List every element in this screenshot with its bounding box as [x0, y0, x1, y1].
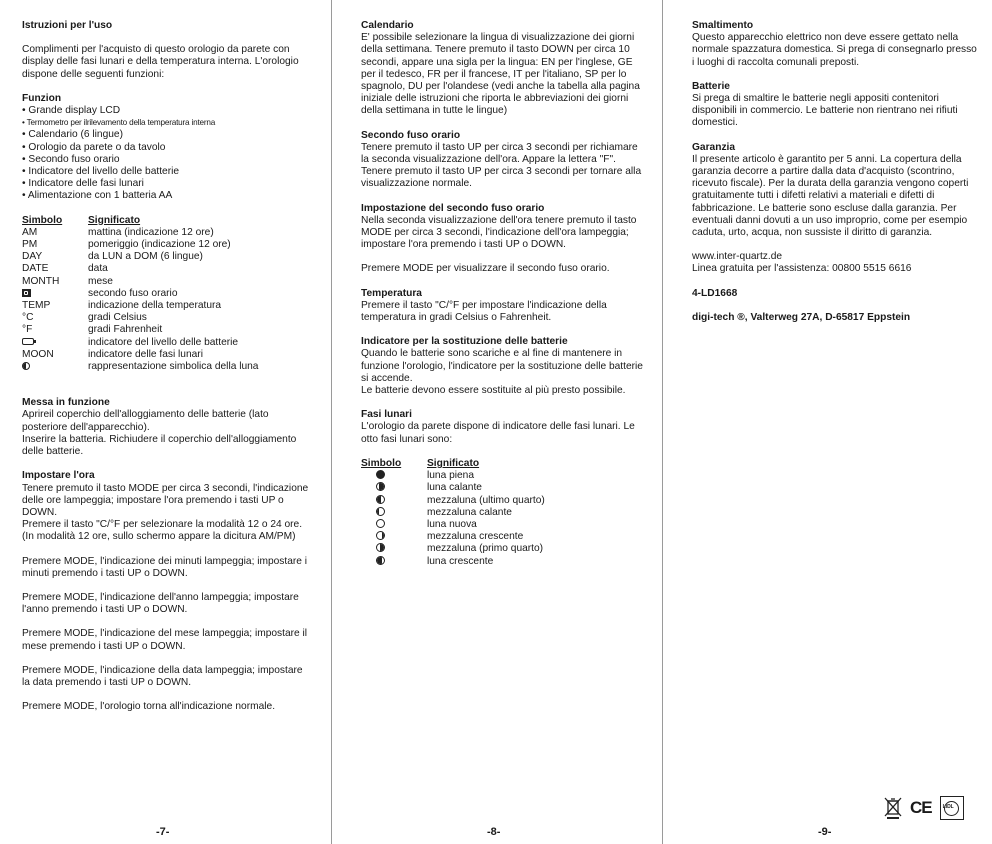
meaning-cell: mese	[88, 275, 113, 287]
meaning-cell: gradi Fahrenheit	[88, 324, 163, 336]
battery-icon	[22, 338, 34, 345]
column-divider	[662, 0, 663, 844]
warranty-heading: Garanzia	[692, 141, 736, 153]
symbol-cell	[22, 288, 88, 300]
page-number: -9-	[818, 826, 832, 838]
disposal-heading: Smaltimento	[692, 20, 754, 31]
symbol-cell	[22, 337, 88, 349]
symbol-cell: MOON	[22, 348, 54, 360]
normal-mode-paragraph: Premere MODE, l'orologio torna all'indicazione normale.	[22, 701, 276, 713]
model-number: 4-LD1668	[692, 287, 738, 299]
symbol-cell: DATE	[22, 263, 49, 275]
meaning-cell: secondo fuso orario	[88, 287, 178, 299]
page-9-column	[692, 20, 977, 324]
full-moon-icon	[376, 470, 385, 479]
moon-phases-table	[361, 458, 646, 568]
moon-table-header	[361, 458, 646, 470]
functions-list	[22, 105, 312, 203]
meaning-cell: pomeriggio (indicazione 12 ore)	[88, 239, 231, 251]
function-item: • Alimentazione con 1 batteria AA	[22, 190, 173, 202]
moon-phases-text: L'orologio da parete dispone di indicatore delle fasi lunari. Le otto fasi lunari sono:	[361, 421, 635, 445]
set-time-heading: Impostare l'ora	[22, 470, 95, 482]
table-row	[361, 531, 646, 543]
symbol-cell: TEMP	[22, 300, 51, 312]
disposal-text: Questo apparecchio elettrico non deve essere gettato nella normale spazzatura domestica. Si prega di consegnarlo presso i luoghi di raccolta comunali preposti.	[692, 32, 977, 68]
symbol-cell: AM	[22, 226, 38, 238]
meaning-cell: luna calante	[427, 482, 482, 494]
functions-heading: Funzion	[22, 92, 62, 104]
calendar-text: E' possibile selezionare la lingua di visualizzazione dei giorni della settimana. Tenere premuto il tasto DOWN per circa 10 secondi, appare una sigla per la lingua: EN per l'inglese, GE per il tedesco, FR per il francese, IT per l'italiano, SP per lo spagnolo, DU per l'olandese (vedi anche la tabella alla pagina iniziale delle istruzioni che riporta le abbreviazioni dei giorni della settimana in tutte le lingue)	[361, 32, 640, 117]
set-second-timezone-text: Nella seconda visualizzazione dell'ora tenere premuto il tasto MODE per circa 3 secondi, l'indicazione dell'ora lampeggia; impostare l'ora premendo i tasti UP o DOWN.	[361, 214, 637, 251]
second-timezone-text: Tenere premuto il tasto UP per circa 3 secondi per richiamare la seconda visualizzazione dell'ora. Appare la lettera "F". Tenere premuto il tasto UP per circa 3 secondi per tornare alla visualizzazione normale.	[361, 141, 642, 190]
second-time-zone-icon	[22, 289, 31, 297]
table-row	[22, 276, 312, 288]
page-8-column	[361, 20, 646, 568]
battery-indicator-text: Le batterie devono essere sostituite al più presto possibile.	[361, 385, 626, 397]
meaning-cell: luna crescente	[427, 555, 494, 567]
meaning-cell: mezzaluna (ultimo quarto)	[427, 494, 545, 506]
meaning-column-header: Significato	[88, 214, 141, 226]
function-item: • Indicatore del livello delle batterie	[22, 166, 180, 178]
setup-heading: Messa in funzione	[22, 397, 110, 409]
hotline-text: Linea gratuita per l'assistenza: 00800 5515 6616	[692, 263, 912, 275]
setup-text: Inserire la batteria. Richiudere il coperchio dell'alloggiamento delle batterie.	[22, 433, 297, 458]
set-second-timezone-heading: Impostazione del secondo fuso orario	[361, 202, 545, 214]
table-row	[22, 263, 312, 275]
month-paragraph: Premere MODE, l'indicazione del mese lampeggia; impostare il mese premendo i tasti UP o DOWN.	[22, 628, 308, 652]
symbols-table	[22, 215, 312, 374]
temperature-heading: Temperatura	[361, 287, 422, 299]
warranty-text: Il presente articolo è garantito per 5 anni. La copertura della garanzia decorre a partire dalla data d'acquisto (scontrino, ricevuto fiscale). Per la durata della garanzia vengono coperti gratuitamente tutti i difetti relativi a materiali e difetti di fabbricazione. Le batterie sono escluse dalla garanzia. Per eventuali danni dovuti a un uso improprio, come per esempio caduta, urto, acqua, non sussiste il diritto di garanzia.	[692, 153, 969, 239]
new-moon-icon	[376, 519, 385, 528]
year-paragraph: Premere MODE, l'indicazione dell'anno lampeggia; impostare l'anno premendo i tasti UP o DOWN.	[22, 591, 299, 616]
instructions-title: Istruzioni per l'uso	[22, 20, 113, 31]
meaning-column-header: Significato	[427, 457, 480, 469]
page-7-column	[22, 20, 312, 713]
function-item: • Secondo fuso orario	[22, 153, 120, 165]
function-item: • Orologio da parete o da tavolo	[22, 141, 166, 153]
table-row	[22, 312, 312, 324]
set-second-timezone-text: Premere MODE per visualizzare il secondo fuso orario.	[361, 263, 610, 275]
waning-gibbous-icon	[376, 482, 385, 491]
meaning-cell: luna nuova	[427, 518, 477, 530]
symbols-table-header	[22, 215, 312, 227]
set-time-text: Tenere premuto il tasto MODE per circa 3 secondi, l'indicazione delle ore lampeggia; impostare l'ora premendo i tasti UP o DOWN.	[22, 482, 309, 518]
function-item: • Termometro per ilrilevamento della temperatura interna	[22, 118, 216, 128]
second-timezone-heading: Secondo fuso orario	[361, 129, 461, 141]
symbol-column-header: Simbolo	[361, 457, 402, 469]
column-divider	[331, 0, 332, 844]
table-row	[361, 507, 646, 519]
table-row	[361, 495, 646, 507]
page-number: -7-	[156, 826, 170, 838]
symbol-cell: MONTH	[22, 275, 60, 287]
certification-logos	[884, 796, 964, 820]
table-row	[22, 337, 312, 349]
table-row	[22, 227, 312, 239]
table-row	[361, 519, 646, 531]
table-row	[361, 556, 646, 568]
setup-text: Aprireil coperchio dell'alloggiamento delle batterie (lato posteriore dell'apparecchio).	[22, 409, 269, 433]
temperature-text: Premere il tasto "C/°F per impostare l'indicazione della temperatura in gradi Celsius o Fahrenheit.	[361, 299, 607, 324]
intro-paragraph: Complimenti per l'acquisto di questo orologio da parete con display delle fasi lunari e della temperatura interna. L'orologio dispone delle seguenti funzioni:	[22, 44, 299, 80]
batteries-heading: Batterie	[692, 80, 730, 92]
function-item: • Grande display LCD	[22, 105, 121, 117]
batteries-text: Si prega di smaltire le batterie negli appositi contenitori disponibili in commercio. Le batterie non rientrano nei rifiuti domestici.	[692, 93, 958, 129]
symbol-cell: PM	[22, 239, 38, 251]
first-quarter-icon	[376, 543, 385, 552]
lidl-logo-icon: LIDL	[940, 796, 964, 820]
table-row	[22, 239, 312, 251]
waning-crescent-icon	[376, 507, 385, 516]
website-link[interactable]: www.inter-quartz.de	[692, 251, 783, 263]
meaning-cell: mezzaluna calante	[427, 506, 512, 518]
symbol-cell	[22, 361, 88, 373]
date-paragraph: Premere MODE, l'indicazione della data lampeggia; impostare la data premendo i tasti UP o DOWN.	[22, 664, 303, 688]
crossed-out-bin-icon	[884, 797, 902, 819]
set-time-text: (In modalità 12 ore, sullo schermo appare la dicitura AM/PM)	[22, 531, 296, 543]
last-quarter-icon	[376, 495, 385, 504]
table-row	[22, 288, 312, 300]
meaning-cell: rappresentazione simbolica della luna	[88, 361, 259, 373]
symbol-cell: DAY	[22, 251, 43, 263]
function-item: • Indicatore delle fasi lunari	[22, 178, 144, 190]
moon-phases-heading: Fasi lunari	[361, 409, 412, 421]
calendar-heading: Calendario	[361, 20, 414, 31]
minutes-paragraph: Premere MODE, l'indicazione dei minuti lampeggia; impostare i minuti premendo i tasti UP o DOWN.	[22, 555, 308, 579]
table-row	[361, 482, 646, 494]
meaning-cell: da LUN a DOM (6 lingue)	[88, 251, 203, 263]
company-address: digi-tech ®, Valterweg 27A, D-65817 Eppstein	[692, 311, 911, 323]
meaning-cell: mezzaluna crescente	[427, 531, 524, 543]
waxing-crescent-icon	[376, 531, 385, 540]
symbol-cell: °C	[22, 312, 34, 324]
moon-symbol-icon	[22, 362, 30, 370]
battery-indicator-text: Quando le batterie sono scariche e al fine di mantenere in funzione l'orologio, l'indicatore per la sostituzione delle batterie si accende.	[361, 348, 643, 384]
symbol-cell: °F	[22, 324, 33, 336]
table-row	[22, 300, 312, 312]
table-row	[22, 349, 312, 361]
function-item: • Calendario (6 lingue)	[22, 129, 123, 141]
symbol-column-header: Simbolo	[22, 214, 63, 226]
table-row	[22, 251, 312, 263]
meaning-cell: indicazione della temperatura	[88, 300, 222, 312]
meaning-cell: mattina (indicazione 12 ore)	[88, 226, 214, 238]
waxing-gibbous-icon	[376, 556, 385, 565]
meaning-cell: gradi Celsius	[88, 312, 147, 324]
table-row	[22, 324, 312, 336]
set-time-text: Premere il tasto "C/°F per selezionare la modalità 12 o 24 ore.	[22, 519, 303, 531]
meaning-cell: luna piena	[427, 470, 475, 482]
meaning-cell: indicatore del livello delle batterie	[88, 336, 239, 348]
meaning-cell: mezzaluna (primo quarto)	[427, 543, 544, 555]
table-row	[22, 361, 312, 373]
meaning-cell: indicatore delle fasi lunari	[88, 348, 203, 360]
table-row	[361, 470, 646, 482]
ce-mark-icon: CE	[910, 797, 932, 817]
battery-indicator-heading: Indicatore per la sostituzione delle batterie	[361, 336, 568, 348]
meaning-cell: data	[88, 263, 108, 275]
table-row	[361, 543, 646, 555]
page-number: -8-	[487, 826, 501, 838]
